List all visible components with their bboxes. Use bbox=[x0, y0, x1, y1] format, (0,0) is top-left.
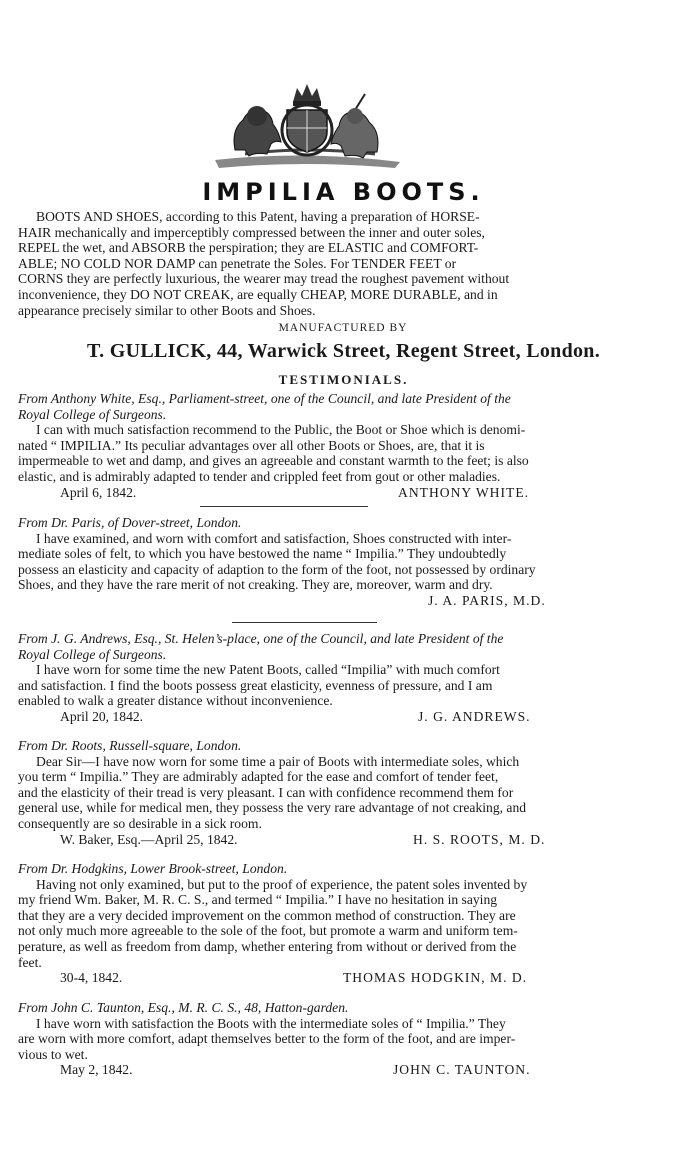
intro-line: BOOTS AND SHOES, according to this Patent, having a preparation of HORSE- bbox=[36, 209, 480, 224]
testimonial-body-line: and the elasticity of their tread is very pleasant. I can with confidence recommend them for bbox=[18, 784, 514, 800]
intro-line: ABLE; NO COLD NOR DAMP can penetrate the Soles. For TENDER FEET or bbox=[18, 255, 457, 271]
testimonial-body-line: elastic, and is admirably adapted to tender and crippled feet from gout or other maladies. bbox=[18, 468, 501, 484]
testimonial-roots bbox=[18, 738, 668, 849]
testimonial-from: From Anthony White, Esq., Parliament-street, one of the Council, and late President of the bbox=[18, 391, 511, 406]
intro-line: inconvenience, they DO NOT CREAK, are equally CHEAP, MORE DURABLE, and in bbox=[18, 286, 498, 302]
testimonial-signature: H. S. ROOTS, M. D. bbox=[413, 831, 546, 847]
testimonial-body-line: I have examined, and worn with comfort and satisfaction, Shoes constructed with inter- bbox=[36, 530, 512, 546]
intro-line: HAIR mechanically and imperceptibly compressed between the inner and outer soles, bbox=[18, 224, 485, 240]
testimonial-paris bbox=[18, 515, 668, 610]
testimonial-from: Royal College of Surgeons. bbox=[18, 646, 167, 662]
testimonial-body-line: and satisfaction. I find the boots possess great elasticity, evenness of pressure, and I am bbox=[18, 677, 493, 693]
testimonial-body-line: general use, while for medical men, they possess the very rare advantage of not creaking, and bbox=[18, 800, 527, 816]
testimonial-body-line: my friend Wm. Baker, M. R. C. S., and termed “ Impilia.” I have no hesitation in saying bbox=[18, 892, 498, 908]
testimonial-body-line: Dear Sir—I have now worn for some time a pair of Boots with intermediate soles, which bbox=[36, 753, 520, 769]
testimonial-date: W. Baker, Esq.—April 25, 1842. bbox=[60, 831, 238, 847]
testimonial-taunton bbox=[18, 1000, 668, 1079]
testimonial-hodgkins bbox=[18, 861, 668, 987]
intro-paragraph bbox=[18, 209, 668, 318]
testimonials-heading: TESTIMONIALS. bbox=[278, 372, 409, 387]
testimonial-white bbox=[18, 391, 668, 502]
testimonial-body-line: Having not only examined, but put to the proof of experience, the patent soles invented by bbox=[36, 876, 528, 892]
testimonial-signature: J. G. ANDREWS. bbox=[418, 708, 531, 724]
intro-line: CORNS they are perfectly luxurious, the wearer may tread the roughest pavement without bbox=[18, 271, 510, 287]
testimonial-signature: JOHN C. TAUNTON. bbox=[393, 1062, 531, 1078]
testimonial-signature: J. A. PARIS, M.D. bbox=[428, 592, 546, 608]
testimonial-body-line: I have worn with satisfaction the Boots with the intermediate soles of “ Impilia.” They bbox=[36, 1015, 506, 1031]
testimonial-signature: ANTHONY WHITE. bbox=[398, 484, 530, 500]
testimonial-body-line: nated “ IMPILIA.” Its peculiar advantages over all other Boots or Shoes, are, that it is bbox=[18, 437, 485, 453]
manufacturer-address: T. GULLICK, 44, Warwick Street, Regent Street, London. bbox=[86, 340, 601, 362]
testimonial-body-line: Shoes, and they have the rare merit of not creaking. They are, moreover, warm and dry. bbox=[18, 577, 493, 593]
testimonial-date: May 2, 1842. bbox=[60, 1062, 133, 1078]
testimonial-from: From Dr. Roots, Russell-square, London. bbox=[18, 738, 242, 753]
testimonial-body-line: mediate soles of felt, to which you have bestowed the name “ Impilia.” They undoubtedly bbox=[18, 546, 507, 562]
page-title: IMPILIA BOOTS. bbox=[202, 178, 485, 206]
testimonial-from: Royal College of Surgeons. bbox=[18, 406, 167, 422]
manufactured-by-label: MANUFACTURED BY bbox=[278, 322, 408, 334]
divider bbox=[200, 506, 368, 507]
testimonial-body-line: are worn with more comfort, adapt themselves better to the form of the foot, and are imper- bbox=[18, 1031, 516, 1047]
intro-line: appearance precisely similar to other Boots and Shoes. bbox=[18, 302, 316, 318]
testimonial-body-line: feet. bbox=[18, 954, 42, 970]
testimonial-from: From John C. Taunton, Esq., M. R. C. S., 48, Hatton-garden. bbox=[18, 1000, 349, 1015]
testimonial-from: From Dr. Paris, of Dover-street, London. bbox=[18, 515, 242, 530]
royal-coat-of-arms-icon bbox=[205, 80, 405, 172]
testimonial-date: April 6, 1842. bbox=[60, 484, 137, 500]
testimonial-body-line: impermeable to wet and damp, and gives an agreeable and constant warmth to the feet; is also bbox=[18, 453, 529, 469]
testimonial-body-line: you term “ Impilia.” They are admirably adapted for the ease and comfort of tender feet, bbox=[18, 769, 499, 785]
testimonial-body-line: enabled to walk a greater distance without inconvenience. bbox=[18, 693, 333, 709]
testimonial-body-line: that they are a very decided improvement on the common method of construction. They are bbox=[18, 907, 516, 923]
testimonial-body-line: I have worn for some time the new Patent Boots, called “Impilia” with much comfort bbox=[36, 662, 500, 678]
testimonial-date: April 20, 1842. bbox=[60, 708, 144, 724]
testimonial-body-line: consequently are so desirable in a sick room. bbox=[18, 815, 262, 831]
testimonial-body-line: I can with much satisfaction recommend to the Public, the Boot or Shoe which is denomi- bbox=[36, 422, 526, 438]
testimonial-body-line: possess an elasticity and capacity of adaption to the form of the foot, not possessed by ordinary bbox=[18, 561, 536, 577]
testimonial-signature: THOMAS HODGKIN, M. D. bbox=[343, 970, 528, 986]
testimonial-from: From Dr. Hodgkins, Lower Brook-street, London. bbox=[18, 861, 288, 876]
testimonial-from: From J. G. Andrews, Esq., St. Helen’s-place, one of the Council, and late President of the bbox=[18, 631, 504, 646]
testimonial-body-line: vious to wet. bbox=[18, 1046, 88, 1062]
intro-line: REPEL the wet, and ABSORB the perspiration; they are ELASTIC and COMFORT- bbox=[18, 240, 479, 256]
testimonial-body-line: perature, as well as freedom from damp, whether entering from without or derived from the bbox=[18, 938, 517, 954]
testimonial-body-line: not only much more agreeable to the sole of the foot, but promote a warm and uniform tem- bbox=[18, 923, 518, 939]
divider bbox=[232, 622, 377, 623]
testimonial-andrews bbox=[18, 631, 668, 726]
testimonial-date: 30-4, 1842. bbox=[60, 970, 123, 986]
